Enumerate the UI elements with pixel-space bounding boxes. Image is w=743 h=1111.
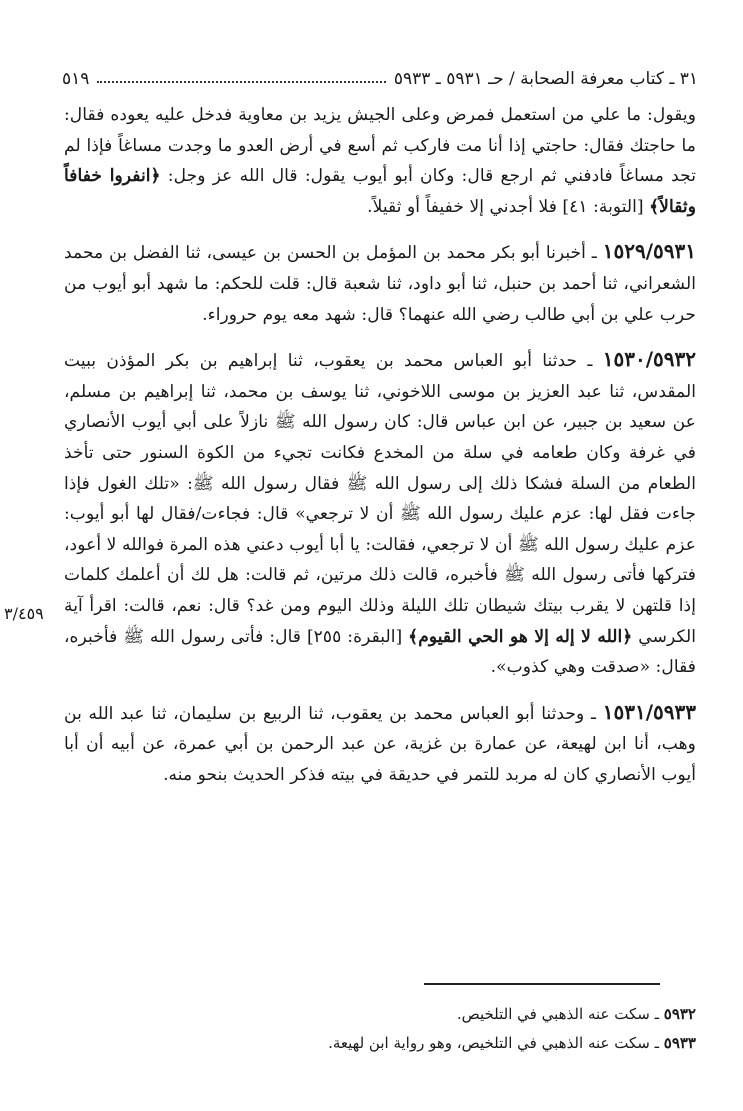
page-number: ٥١٩ [62,69,90,89]
marginal-reference: ٣/٤٥٩ [4,604,44,623]
paragraph-text: ويقول: ما علي من استعمل فمرض وعلى الجيش يزيد بن معاوية فدخل عليه يعوده فقال: ما حاجتك فقال: حاجتي إذا أنا مت فاركب ثم أسع في أرض العدو ما وجدت مساغاً فإذا لم تجد مساغاً فادفني ثم ارجع قال: وكان أبو أيوب يقول: قال الله عز وجل: [64,105,696,187]
paragraph-1 [64,100,696,222]
footnotes [64,1000,696,1058]
main-text [64,100,696,801]
quran-quote: ﴿انفروا خفافاً وثقالاً﴾ [64,166,696,217]
footnote-text: ـ سكت عنه الذهبي في التلخيص، وهو رواية ابن لهيعة. [328,1034,659,1052]
hadith-number: ١٥٢٩/٥٩٣١ [602,239,697,264]
quran-quote: ﴿الله لا إله إلا هو الحي القيوم﴾ [408,626,633,647]
footnote-text: ـ سكت عنه الذهبي في التلخيص. [456,1005,659,1023]
paragraph-text: ـ حدثنا أبو العباس محمد بن يعقوب، ثنا إبراهيم بن بكر المؤذن ببيت المقدس، ثنا عبد العزيز بن موسى اللاخوني، ثنا يوسف بن محمد، ثنا إبراهيم بن مسلم، عن سعيد بن جبير، عن ابن عباس قال: كان رسول الله ﷺ نازلاً على أبي أيوب الأنصاري في غرفة وكان طعامه في سلة من المخدع فكانت تجيء من الكوة السنور حتى تأخذ الطعام من السلة فشكا ذلك إلى رسول الله ﷺ فقال رسول الله ﷺ: «تلك الغول فإذا جاءت فقل لها: عزم عليك رسول الله ﷺ أن لا ترجعي» قال: فجاءت/فقال لها أبو أيوب: عزم عليك رسول الله ﷺ أن لا ترجعي، فقالت: يا أبا أيوب دعني هذه المرة فوالله لا أعود، فتركها فأتى رسول الله ﷺ فأخبره، قالت ذلك مرتين، ثم قالت: هل لك أن أعلمك كلمات إذا قلتهن لا يقرب بيتك شيطان تلك الليلة وذلك اليوم ومن غد؟ قال: نعم، قالت: اقرأ آية الكرسي [64,351,696,647]
hadith-number: ١٥٣١/٥٩٣٣ [602,699,697,724]
paragraph-text: ـ أخبرنا أبو بكر محمد بن المؤمل بن الحسن بن عيسى، ثنا الفضل بن محمد الشعراني، ثنا أحمد بن حنبل، ثنا أبو داود، ثنا شعبة قال: قلت للحكم: ما شهد أبو أيوب من حرب علي بن أبي طالب رضي الله عنهما؟ قال: شهد معه يوم حروراء. [64,243,696,325]
header-title: ٣١ ـ كتاب معرفة الصحابة / حـ ٥٩٣١ ـ ٥٩٣٣ [393,69,698,89]
footnote-5933 [64,1029,696,1058]
footnote-rule [424,983,660,985]
hadith-number: ١٥٣٠/٥٩٣٢ [602,347,697,372]
running-header [62,64,698,94]
hadith-1531 [64,697,696,791]
header-dot-leader [97,81,385,83]
hadith-1530 [64,344,696,683]
footnote-5932 [64,1000,696,1029]
hadith-1529 [64,236,696,330]
paragraph-text: [البقرة: ٢٥٥] قال: فأتى رسول الله ﷺ فأخبره، فقال: «صدقت وهي كذوب». [64,626,696,678]
footnote-number: ٥٩٣٣ [663,1034,696,1052]
paragraph-text: [التوبة: ٤١] فلا أجدني إلا خفيفاً أو ثقيلاً. [367,196,644,217]
paragraph-text: ـ وحدثنا أبو العباس محمد بن يعقوب، ثنا الربيع بن سليمان، ثنا عبد الله بن وهب، أنا ابن لهيعة، عن عمارة بن غزية، عن عبد الرحمن بن أبي عمرة، عن أبيه أن أبا أيوب الأنصاري كان له مربد للتمر في حديقة في بيته فذكر الحديث بنحو منه. [64,703,696,785]
footnote-number: ٥٩٣٢ [663,1005,696,1023]
